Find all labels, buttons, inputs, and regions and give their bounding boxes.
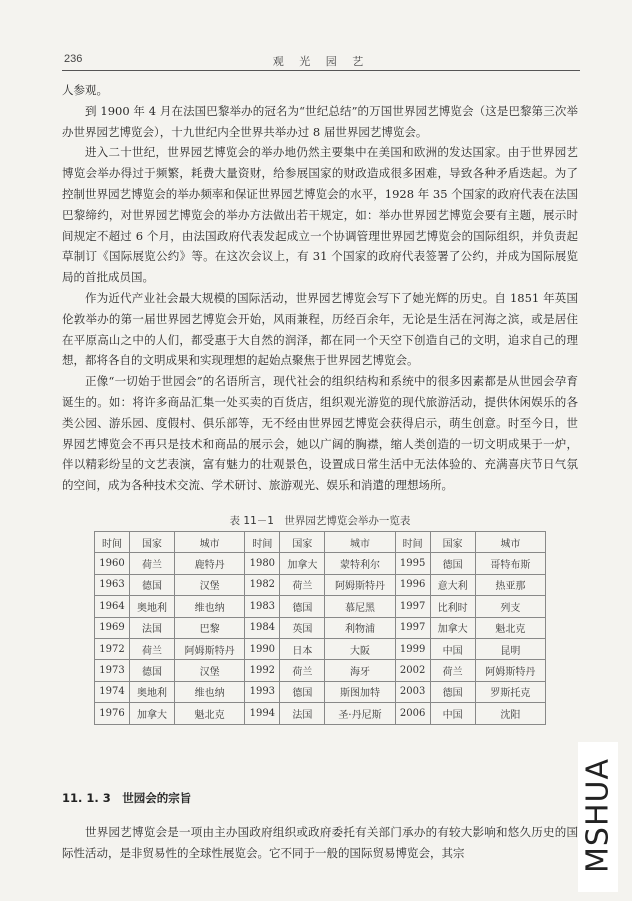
paragraph: 正像“一切始于世园会”的名语所言，现代社会的组织结构和系统中的很多因素都是从世园会孕育诞生的。如：将许多商品汇集一处买卖的百货店，组织观光游览的现代旅游活动，提供休闲娱乐的各类公园、游乐园、度假村、俱乐部等，无不经由世界园艺博览会获得启示，萌生创意。时至今日，世界园艺博览会不再只是技术和商品的展示会，她以广阔的胸襟，缩人类创造的一切文明成果于一炉，伴以精彩纷呈的文艺表演，富有魅力的壮观景色，设置成日常生活中无法体验的、充满喜庆节日气氛的空间，成为各种技术交流、学术研讨、旅游观光、娱乐和消遣的理想场所。 bbox=[62, 374, 578, 493]
table-cell: 热亚那 bbox=[475, 574, 545, 595]
table-caption: 表 11－1 世界园艺博览会举办一览表 bbox=[229, 515, 411, 527]
table-cell: 阿姆斯特丹 bbox=[475, 660, 545, 681]
table-row bbox=[95, 617, 546, 638]
table-cell: 1994 bbox=[245, 703, 280, 724]
expo-table bbox=[94, 531, 546, 725]
table-cell: 1972 bbox=[95, 638, 130, 659]
paragraph: 作为近代产业社会最大规模的国际活动，世界园艺博览会写下了她光辉的历史。自 1851 年英国伦敦举办的第一届世界园艺博览会开始，风雨兼程，历经百余年，无论是生活在河海之滨，或是居住在平原高山之中的人们，都受惠于大自然的润泽，都在同一个天空下创造自己的文明，追求自己的理想，都将各自的文明成果和实现理想的起始点聚焦于世界园艺博览会。 bbox=[62, 290, 578, 368]
table-cell: 阿姆斯特丹 bbox=[175, 638, 245, 659]
table-cell: 法国 bbox=[280, 703, 325, 724]
table-cell: 利物浦 bbox=[325, 617, 395, 638]
table-cell: 汉堡 bbox=[175, 660, 245, 681]
watermark-text: MSHUA bbox=[580, 758, 616, 873]
table-cell: 1996 bbox=[395, 574, 430, 595]
table-cell: 1983 bbox=[245, 596, 280, 617]
table-cell: 斯图加特 bbox=[325, 681, 395, 702]
table-row bbox=[95, 703, 546, 724]
table-row bbox=[95, 574, 546, 595]
table-cell: 德国 bbox=[430, 681, 475, 702]
column-header: 城市 bbox=[475, 532, 545, 553]
table-cell: 1964 bbox=[95, 596, 130, 617]
column-header: 时间 bbox=[95, 532, 130, 553]
paragraph: 到 1900 年 4 月在法国巴黎举办的冠名为“世纪总结”的万国世界园艺博览会（这是巴黎第三次举办世界园艺博览会），十九世纪内全世界共举办过 8 届世界园艺博览会。 bbox=[62, 103, 578, 139]
running-title: 观 光 园 艺 bbox=[272, 55, 370, 68]
table-cell: 法国 bbox=[130, 617, 175, 638]
table-cell: 荷兰 bbox=[130, 638, 175, 659]
column-header: 城市 bbox=[325, 532, 395, 553]
table-cell: 巴黎 bbox=[175, 617, 245, 638]
paragraph: 进入二十世纪，世界园艺博览会的举办地仍然主要集中在美国和欧洲的发达国家。由于世界园艺博览会举办得过于频繁，耗费大量资财，给参展国家的财政造成很多困难，导致各种矛盾迭起。为了控制世界园艺博览会的举办频率和保证世界园艺博览会的水平，1928 年 35 个国家的政府代表在法国巴黎缔约，对世界园艺博览会的举办方法做出若干规定，如：举办世界园艺博览会要有主题，展示时间规定不超过 6 个月，由法国政府代表发起成立一个协调管理世界园艺博览会的国际组织，并负责起草制订《国际展览公约》等。在这次会议上，有 31 个国家的政府代表签署了公约，并成为国际展览局的首批成员国。 bbox=[62, 145, 578, 285]
table-cell: 2002 bbox=[395, 660, 430, 681]
table-cell: 1997 bbox=[395, 596, 430, 617]
table-cell: 比利时 bbox=[430, 596, 475, 617]
column-header: 时间 bbox=[245, 532, 280, 553]
table-cell: 日本 bbox=[280, 638, 325, 659]
table-cell: 1999 bbox=[395, 638, 430, 659]
table-cell: 德国 bbox=[130, 660, 175, 681]
table-cell: 1990 bbox=[245, 638, 280, 659]
table-row bbox=[95, 638, 546, 659]
table-cell: 慕尼黑 bbox=[325, 596, 395, 617]
page-header bbox=[62, 50, 580, 71]
table-cell: 海牙 bbox=[325, 660, 395, 681]
table-cell: 荷兰 bbox=[280, 660, 325, 681]
table-cell: 德国 bbox=[280, 596, 325, 617]
table-cell: 1963 bbox=[95, 574, 130, 595]
table-cell: 奥地利 bbox=[130, 681, 175, 702]
table-body bbox=[95, 553, 546, 724]
table-cell: 列支 bbox=[475, 596, 545, 617]
table-cell: 中国 bbox=[430, 703, 475, 724]
table-cell: 德国 bbox=[130, 574, 175, 595]
table-cell: 沈阳 bbox=[475, 703, 545, 724]
column-header: 国家 bbox=[280, 532, 325, 553]
table-cell: 英国 bbox=[280, 617, 325, 638]
table-cell: 维也纳 bbox=[175, 596, 245, 617]
table-cell: 哥特布斯 bbox=[475, 553, 545, 574]
table-cell: 1992 bbox=[245, 660, 280, 681]
table-row bbox=[95, 553, 546, 574]
table-cell: 1974 bbox=[95, 681, 130, 702]
table-cell: 鹿特丹 bbox=[175, 553, 245, 574]
table-cell: 罗斯托克 bbox=[475, 681, 545, 702]
table-cell: 荷兰 bbox=[130, 553, 175, 574]
table-cell: 1984 bbox=[245, 617, 280, 638]
table-cell: 加拿大 bbox=[430, 617, 475, 638]
table-row bbox=[95, 596, 546, 617]
table-cell: 2006 bbox=[395, 703, 430, 724]
table-cell: 中国 bbox=[430, 638, 475, 659]
table-cell: 1973 bbox=[95, 660, 130, 681]
table-cell: 加拿大 bbox=[280, 553, 325, 574]
table-cell: 意大利 bbox=[430, 574, 475, 595]
table-cell: 荷兰 bbox=[430, 660, 475, 681]
watermark bbox=[578, 742, 618, 892]
table-cell: 1995 bbox=[395, 553, 430, 574]
section-heading: 11. 1. 3 世园会的宗旨 bbox=[62, 791, 192, 805]
table-row bbox=[95, 681, 546, 702]
paragraph: 世界园艺博览会是一项由主办国政府组织或政府委托有关部门承办的有较大影响和悠久历史的国际性活动，是非贸易性的全球性展览会。它不同于一般的国际贸易博览会，其宗 bbox=[62, 825, 578, 860]
table-cell: 荷兰 bbox=[280, 574, 325, 595]
column-header: 时间 bbox=[395, 532, 430, 553]
table-cell: 阿姆斯特丹 bbox=[325, 574, 395, 595]
table-cell: 1997 bbox=[395, 617, 430, 638]
page-number: 236 bbox=[64, 53, 83, 65]
table-cell: 昆明 bbox=[475, 638, 545, 659]
column-header: 城市 bbox=[175, 532, 245, 553]
table-cell: 魁北克 bbox=[475, 617, 545, 638]
table-cell: 汉堡 bbox=[175, 574, 245, 595]
body-text bbox=[62, 80, 578, 496]
column-header: 国家 bbox=[430, 532, 475, 553]
table-cell: 德国 bbox=[280, 681, 325, 702]
table-cell: 1980 bbox=[245, 553, 280, 574]
table-cell: 1982 bbox=[245, 574, 280, 595]
table-cell: 奥地利 bbox=[130, 596, 175, 617]
table-cell: 蒙特利尔 bbox=[325, 553, 395, 574]
table-cell: 魁北克 bbox=[175, 703, 245, 724]
table-cell: 1969 bbox=[95, 617, 130, 638]
closing-text bbox=[62, 822, 578, 864]
table-cell: 大阪 bbox=[325, 638, 395, 659]
paragraph: 人参观。 bbox=[62, 83, 108, 97]
table-cell: 1960 bbox=[95, 553, 130, 574]
table-row bbox=[95, 660, 546, 681]
table-cell: 维也纳 bbox=[175, 681, 245, 702]
table-cell: 加拿大 bbox=[130, 703, 175, 724]
table-cell: 1976 bbox=[95, 703, 130, 724]
table-cell: 2003 bbox=[395, 681, 430, 702]
table-cell: 圣·丹尼斯 bbox=[325, 703, 395, 724]
table-cell: 德国 bbox=[430, 553, 475, 574]
table-header-row bbox=[95, 532, 546, 553]
column-header: 国家 bbox=[130, 532, 175, 553]
table-cell: 1993 bbox=[245, 681, 280, 702]
